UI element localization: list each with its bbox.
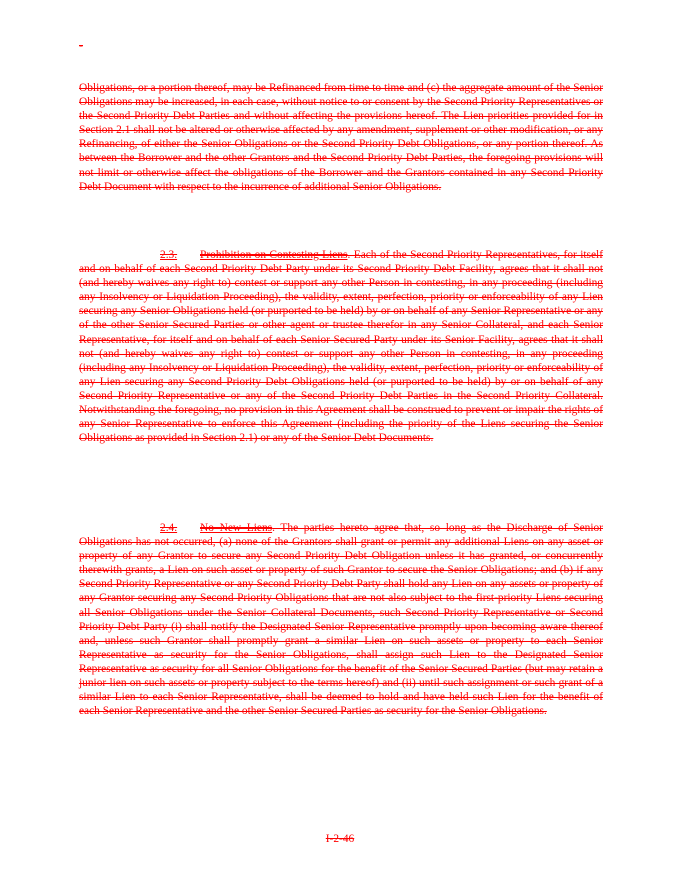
section-2-3-number: 2.3. [160,249,178,261]
section-2-4-body: . The parties hereto agree that, so long as the Discharge of Senior Obligations has not occurred, (a) none of the Grantors shall grant or permit any additional Liens on any asset or property of any Grantor to secure any Second Priority Debt Obligation unless it has granted, or concurrently therewith grants, a Lien on such asset or property of such Grantor to secure the Senior Obligations; and (b) if any Second Priority Representative or any Second Priority Debt Party shall hold any Lien on any assets or property of any Grantor securing any Second Priority Obligations that are not also subject to the first-priority Liens securing all Senior Obligations under the Senior Collateral Documents, such Second Priority Representative or Second Priority Debt Party (i) shall notify the Designated Senior Representative promptly upon becoming aware thereof and, unless such Grantor shall promptly grant a similar Lien on such assets or property to each Senior Representative as security for the Senior Obligations, shall assign such Lien to the Designated Senior Representative as security for all Senior Obligations for the benefit of the Senior Secured Parties (but may retain a junior lien on such assets or property subject to the terms hereof) and (ii) until such assignment or such grant of a similar Lien to each Senior Representative, shall be deemed to hold and have held such Lien for the benefit of each Senior Representative and the other Senior Secured Parties as security for the Senior Obligations. [79,522,603,718]
section-2-4-paragraph [79,521,603,718]
section-2-3-paragraph [79,248,603,445]
top-dash-mark: - [79,38,83,52]
section-2-3-body: . Each of the Second Priority Representatives, for itself and on behalf of each Second Priority Debt Party under its Second Priority Debt Facility, agrees that it shall not (and hereby waives any right to) contest or support any other Person in contesting, in any proceeding (including any Insolvency or Liquidation Proceeding), the validity, extent, perfection, priority or enforceability of any Lien securing any Senior Obligations held (or purported to be held) by or on behalf of any Senior Representative or any of the other Senior Secured Parties or other agent or trustee therefor in any Senior Collateral, and each Senior Representative, for itself and on behalf of each Senior Secured Party under its Senior Facility, agrees that it shall not (and hereby waives any right to) contest or support any other Person in contesting, in any proceeding (including any Insolvency or Liquidation Proceeding), the validity, extent, perfection, priority or enforceability of any Lien securing any Second Priority Debt Obligations held (or purported to be held) by or on behalf of any Second Priority Representative or any of the Second Priority Debt Parties in the Second Priority Collateral. Notwithstanding the foregoing, no provision in this Agreement shall be construed to prevent or impair the rights of any Senior Representative to enforce this Agreement (including the priority of the Liens securing the Senior Obligations as provided in Section 2.1) or any of the Senior Debt Documents. [79,249,603,445]
section-2-4-title: No New Liens [200,522,273,534]
section-2-4-number: 2.4. [160,522,178,534]
page-number: I-2-46 [325,833,355,845]
paragraph-obligations-continued: Obligations, or a portion thereof, may be Refinanced from time to time and (c) the aggregate amount of the Senior Obligations may be increased, in each case, without notice to or consent by the Second Priority Representatives or the Second Priority Debt Parties and without affecting the provisions hereof. The Lien priorities provided for in Section 2.1 shall not be altered or otherwise affected by any amendment, supplement or other modification, or any Refinancing, of either the Senior Obligations or the Second Priority Debt Obligations, or any portion thereof. As between the Borrower and the other Grantors and the Second Priority Debt Parties, the foregoing provisions will not limit or otherwise affect the obligations of the Borrower and the Grantors contained in any Second Priority Debt Document with respect to the incurrence of additional Senior Obligations. [79,82,603,193]
section-2-3-title: Prohibition on Contesting Liens [200,249,348,261]
